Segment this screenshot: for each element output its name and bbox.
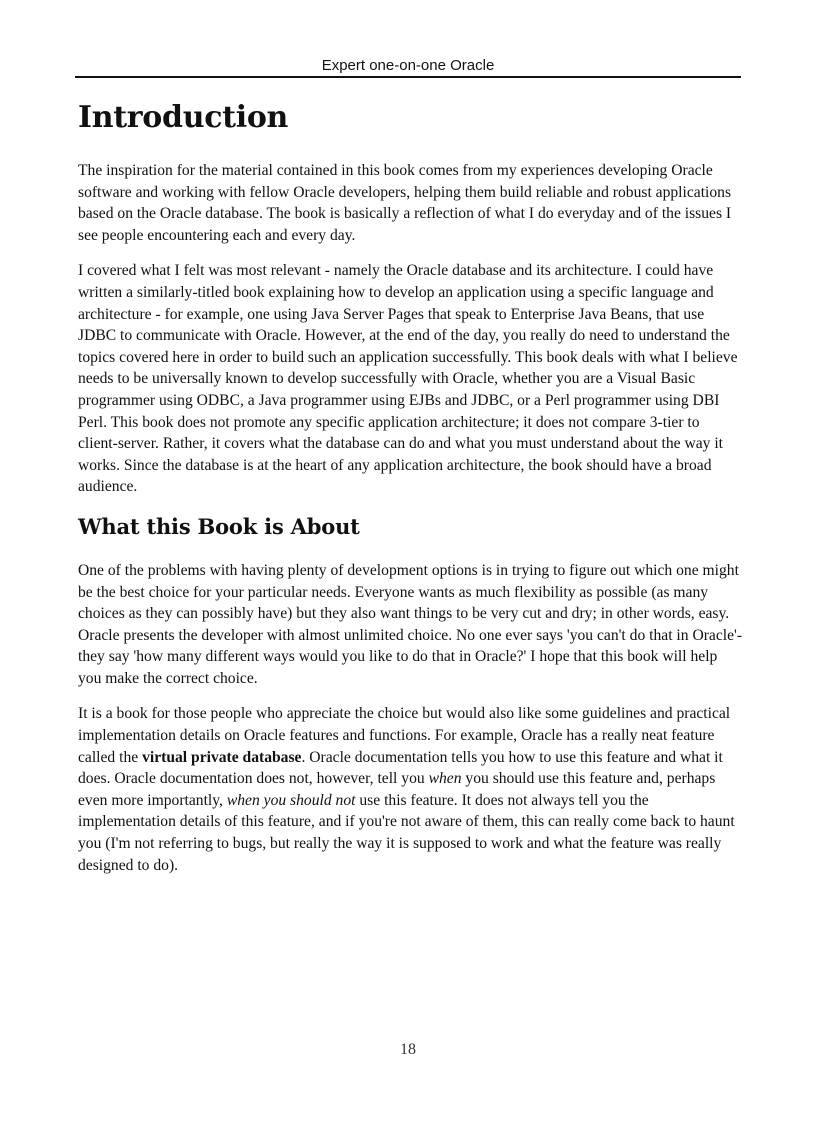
text-run: you should use this feature and, perhaps even more importantly, bbox=[78, 770, 716, 809]
italic-emphasis: when bbox=[428, 770, 462, 788]
text-run: It is a book for those people who appreciate the choice but would also like some guidelines and practical implementation details on Oracle features and functions. For example, Oracle has a really neat feature called the bbox=[78, 705, 731, 766]
text-run: use this feature. It does not always tell you the implementation details of this feature, and if you're not aware of them, this can really come back to haunt you (I'm not referring to bugs, but really the way it is supposed to work and what the feature was really designed to do). bbox=[78, 791, 735, 874]
header-divider bbox=[75, 76, 741, 78]
paragraph: The inspiration for the material contained in this book comes from my experiences developing Oracle software and working with fellow Oracle developers, helping them build reliable and robust applications based on the Oracle database. The book is basically a reflection of what I do everyday and of the issues I see people encountering each and every day. bbox=[78, 162, 732, 244]
page-number: 18 bbox=[400, 1041, 416, 1058]
paragraph: I covered what I felt was most relevant - namely the Oracle database and its architecture. I could have written a similarly-titled book explaining how to develop an application using a specific language and architecture - for example, one using Java Server Pages that speak to Enterprise Java Beans, that use JDBC to communicate with Oracle. However, at the end of the day, you really do need to understand the topics covered here in order to build such an application successfully. This book deals with what I believe needs to be universally known to develop successfully with Oracle, whether you are a Visual Basic programmer using ODBC, a Java programmer using EJBs and JDBC, or a Perl programmer using DBI Perl. This book does not promote any specific application architecture; it does not compare 3-tier to client-server. Rather, it covers what the database can do and what you must understand about the way it works. Since the database is at the heart of any application architecture, the book should have a broad audience. bbox=[78, 262, 738, 496]
paragraph: One of the problems with having plenty of development options is in trying to figure out which one might be the best choice for your particular needs. Everyone wants as much flexibility as possible (as many choices as they can possibly have) but they also want things to be very cut and dry; in other words, easy. Oracle presents the developer with almost unlimited choice. No one ever says 'you can't do that in Oracle'- they say 'how many different ways would you like to do that in Oracle?' I hope that this book will help you make the correct choice. bbox=[78, 561, 743, 687]
page-content bbox=[78, 96, 742, 890]
paragraph bbox=[78, 703, 742, 876]
section-title-introduction: Introduction bbox=[78, 100, 289, 135]
italic-emphasis: when you should not bbox=[226, 791, 356, 809]
running-header: Expert one-on-one Oracle bbox=[321, 57, 495, 74]
bold-term: virtual private database bbox=[142, 748, 302, 766]
section-title-what-this-book-is-about: What this Book is About bbox=[78, 513, 360, 539]
text-run: . Oracle documentation tells you how to use this feature and what it does. Oracle documentation does not, however, tell you bbox=[78, 748, 723, 788]
